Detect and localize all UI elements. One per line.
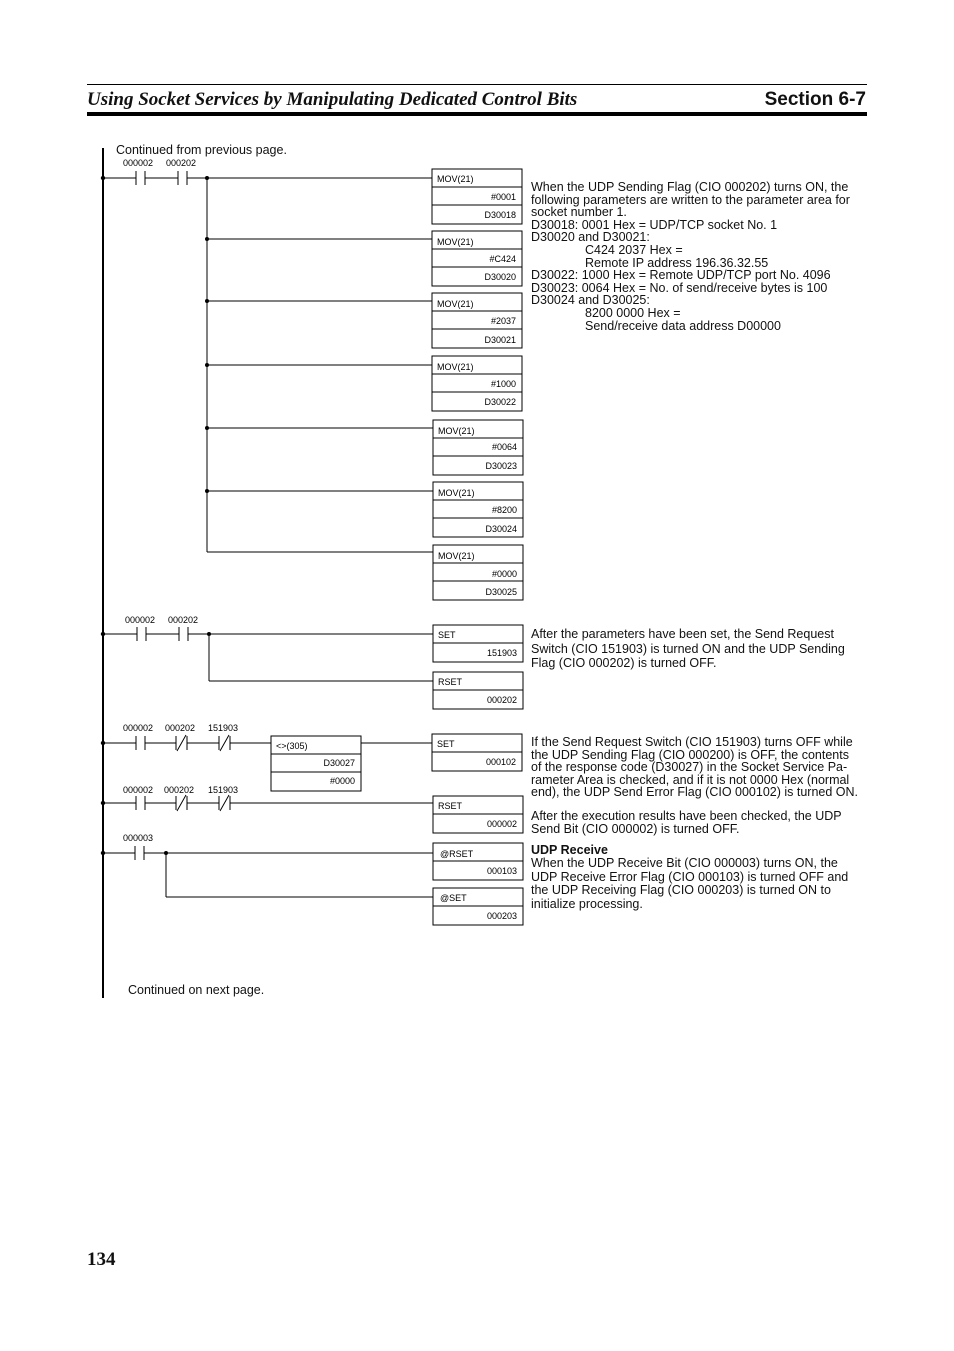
rung-3 [103, 723, 432, 751]
desc-line: Send Bit (CIO 000002) is turned OFF. [531, 821, 740, 836]
desc-line: D30024 and D30025: [531, 293, 650, 308]
instruction-mnemonic: @SET [440, 893, 467, 903]
set-block-000102 [432, 734, 522, 771]
rset-block-000202 [433, 672, 523, 709]
desc-line: of the response code (D30027) in the Socket Service Pa- [531, 760, 848, 775]
desc-line: the UDP Receiving Flag (CIO 000203) is turned ON to [531, 883, 831, 898]
page-header-title: Using Socket Services by Manipulating Dedicated Control Bits [87, 89, 578, 110]
instruction-mnemonic: SET [438, 630, 456, 640]
instruction-operand: #0000 [491, 569, 517, 579]
contact-no-1b [178, 171, 187, 185]
instruction-mnemonic: <>(305) [276, 741, 308, 751]
instruction-operand: 000203 [486, 911, 517, 921]
desc-line: the UDP Sending Flag (CIO 000200) is OFF, the contents [531, 747, 849, 762]
desc-line: UDP Receive Error Flag (CIO 000103) is turned OFF and [531, 869, 849, 884]
desc-line: Switch (CIO 151903) is turned ON and the UDP Sending [531, 641, 845, 656]
contact-no-2b [179, 627, 188, 641]
mov-block-2 [432, 231, 522, 286]
mov-block-7 [433, 545, 523, 600]
contact-no-1a [136, 171, 145, 185]
desc-line: When the UDP Sending Flag (CIO 000202) turns ON, the [531, 180, 849, 194]
desc-line: Send/receive data address D00000 [585, 318, 781, 333]
instruction-operand: #2037 [490, 316, 516, 326]
mov-block-4 [432, 356, 522, 411]
instruction-mnemonic: RSET [438, 801, 463, 811]
instruction-operand: D30022 [484, 397, 516, 407]
continued-from-note: Continued from previous page. [116, 143, 287, 157]
description-send-request [531, 627, 845, 671]
description-send-error [531, 736, 858, 799]
instruction-mnemonic: MOV(21) [437, 299, 474, 309]
contact-no-4a [136, 796, 145, 810]
instruction-mnemonic: SET [437, 739, 455, 749]
instruction-operand: D30020 [484, 272, 516, 282]
contact-label: 151903 [208, 723, 239, 733]
instruction-mnemonic: MOV(21) [438, 488, 475, 498]
mov-block-6 [433, 482, 523, 537]
contact-label: 000202 [166, 158, 197, 168]
contact-label: 000002 [125, 615, 156, 625]
contact-nc-3b [176, 735, 187, 751]
continued-on-note: Continued on next page. [128, 983, 265, 997]
desc-line: 8200 0000 Hex = [585, 305, 681, 320]
contact-nc-4b [176, 795, 187, 811]
instruction-operand: #C424 [489, 254, 516, 264]
contact-label: 000002 [123, 158, 154, 168]
contact-label: 000202 [165, 723, 196, 733]
description-udp-send-params [531, 181, 850, 332]
instruction-mnemonic: MOV(21) [438, 426, 475, 436]
description-send-bit-off [531, 810, 842, 835]
instruction-mnemonic: @RSET [440, 849, 474, 859]
instruction-operand: 000202 [486, 695, 517, 705]
instruction-operand: D30025 [485, 587, 517, 597]
desc-line: Flag (CIO 000202) is turned OFF. [531, 656, 717, 671]
mov-block-3 [432, 293, 522, 348]
contact-label: 151903 [208, 785, 239, 795]
desc-line: D30023: 0064 Hex = No. of send/receive bytes is 100 [531, 280, 828, 295]
instruction-operand: #0001 [490, 192, 516, 202]
desc-line: socket number 1. [531, 205, 627, 220]
desc-line: D30020 and D30021: [531, 230, 650, 245]
instruction-operand: D30027 [323, 758, 355, 768]
instruction-mnemonic: MOV(21) [437, 174, 474, 184]
desc-line: If the Send Request Switch (CIO 151903) turns OFF while [531, 735, 853, 749]
instruction-operand: #1000 [490, 379, 516, 389]
desc-line: Remote IP address 196.36.32.55 [585, 255, 769, 270]
instruction-operand: 000002 [486, 819, 517, 829]
desc-line: rameter Area is checked, and if it is not 0000 Hex (normal [531, 772, 850, 787]
rset-block-000002 [433, 796, 523, 833]
instruction-operand: D30021 [484, 335, 516, 345]
instruction-mnemonic: MOV(21) [438, 551, 475, 561]
instruction-operand: #0064 [491, 442, 517, 452]
instruction-mnemonic: MOV(21) [437, 237, 474, 247]
desc-heading: UDP Receive [531, 843, 608, 857]
set-block-000203 [433, 888, 523, 925]
instruction-operand: 151903 [486, 648, 517, 658]
instruction-operand: #8200 [491, 505, 517, 515]
instruction-operand: 000102 [485, 757, 516, 767]
contact-label: 000003 [123, 833, 154, 843]
rung-1 [103, 158, 433, 552]
rung-4 [103, 785, 433, 811]
mov-block-1 [432, 169, 522, 224]
desc-line: D30018: 0001 Hex = UDP/TCP socket No. 1 [531, 217, 778, 232]
instruction-operand: #0000 [329, 776, 355, 786]
rung-2 [103, 615, 433, 681]
desc-line: After the parameters have been set, the Send Request [531, 627, 834, 641]
contact-nc-4c [219, 795, 230, 811]
desc-line: When the UDP Receive Bit (CIO 000003) turns ON, the [531, 856, 838, 871]
desc-line: D30022: 1000 Hex = Remote UDP/TCP port No. 4096 [531, 268, 831, 283]
mov-block-5 [433, 420, 523, 475]
desc-line: C424 2037 Hex = [585, 242, 683, 257]
contact-no-3a [136, 736, 145, 750]
contact-label: 000002 [123, 723, 154, 733]
instruction-mnemonic: RSET [438, 677, 463, 687]
page-header-section: Section 6-7 [764, 89, 866, 110]
contact-label: 000202 [168, 615, 199, 625]
instruction-mnemonic: MOV(21) [437, 362, 474, 372]
contact-label: 000202 [164, 785, 195, 795]
desc-line: following parameters are written to the parameter area for [531, 192, 850, 207]
description-udp-receive [531, 844, 848, 911]
desc-line: initialize processing. [531, 896, 643, 911]
contact-label: 000002 [123, 785, 154, 795]
desc-line: After the execution results have been checked, the UDP [531, 809, 842, 823]
rset-block-000103 [433, 843, 523, 880]
instruction-operand: 000103 [486, 866, 517, 876]
contact-nc-3c [219, 735, 230, 751]
desc-line: end), the UDP Send Error Flag (CIO 000102) is turned ON. [531, 785, 859, 800]
rung-5 [103, 833, 433, 897]
compare-block [271, 736, 361, 791]
set-block-151903 [433, 625, 523, 662]
instruction-operand: D30024 [485, 524, 517, 534]
contact-no-2a [137, 627, 146, 641]
contact-no-5a [135, 846, 144, 860]
instruction-operand: D30018 [484, 210, 516, 220]
instruction-operand: D30023 [485, 461, 517, 471]
page-number: 134 [87, 1249, 116, 1270]
